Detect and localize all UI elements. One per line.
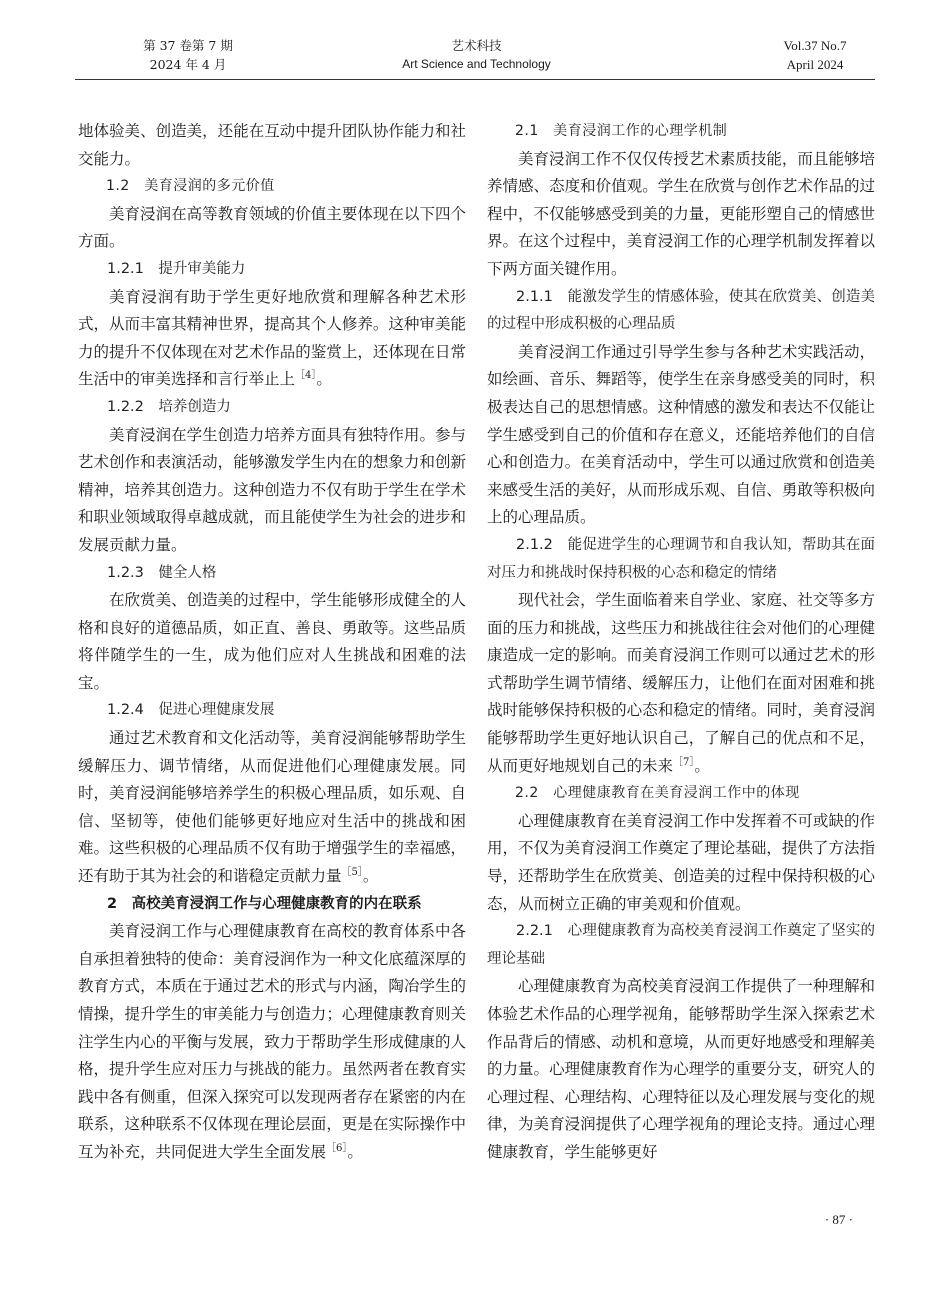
page-header	[78, 36, 875, 78]
section-heading-1-2-1: 1.2.1 提升审美能力	[107, 260, 246, 277]
paragraph: 美育浸润工作通过引导学生参与各种艺术实践活动，如绘画、音乐、舞蹈等，使学生在亲身感受美的同时，积极表达自己的思想情感。这种情感的激发和表达不仅能让学生感受到自己的价值和存在意义，还能培养他们的自信心和创造力。在美育活动中，学生可以通过欣赏和创造美来感受生活的美好，从而形成乐观、自信、勇敢等积极向上的心理品质。	[487, 342, 875, 527]
journal-name-cn: 艺术科技	[451, 38, 502, 53]
citation-ref: ［6］	[326, 1142, 348, 1154]
section-heading-1-2-2: 1.2.2 培养创造力	[107, 398, 231, 415]
section-heading-2-1-2: 2.1.2 能促进学生的心理调节和自我认知，帮助其在面对压力和挑战时保持积极的心态和稳定的情绪	[487, 536, 875, 581]
paragraph: 美育浸润在学生创造力培养方面具有独特作用。参与艺术创作和表演活动，能够激发学生内在的想象力和创新精神，培养其创造力。这种创造力不仅有助于学生在学术和职业领域取得卓越成就，而且能使学生为社会的进步和发展贡献力量。	[78, 425, 466, 554]
section-heading-1-2-4: 1.2.4 促进心理健康发展	[107, 702, 275, 719]
header-date-en: April 2024	[786, 57, 844, 72]
paragraph: 地体验美、创造美，还能在互动中提升团队协作能力和社交能力。	[78, 122, 466, 168]
paragraph: 通过艺术教育和文化活动等，美育浸润能够帮助学生缓解压力、调节情绪，从而促进他们心理健康发展。同时，美育浸润能够培养学生的积极心理品质，如乐观、自信、坚韧等，使他们能够更好地应对生活中的挑战和困难。这些积极的心理品质不仅有助于增强学生的幸福感，还有助于其为社会的和谐稳定贡献力量$^{[5]}$。	[78, 729, 466, 886]
section-heading-2-1-1: 2.1.1 能激发学生的情感体验，使其在欣赏美、创造美的过程中形成积极的心理品质	[487, 288, 875, 333]
header-volume-info-en	[755, 36, 875, 74]
paragraph: 现代社会，学生面临着来自学业、家庭、社交等多方面的压力和挑战，这些压力和挑战往往会对他们的心理健康造成一定的影响。而美育浸润工作则可以通过艺术的形式帮助学生调节情绪、缓解压力，让他们在面对困难和挑战时能够保持积极的心态和稳定的情绪。同时，美育浸润能够帮助学生更好地认识自己，了解自己的优点和不足，从而更好地规划自己的未来$^{[7]}$。	[487, 591, 875, 775]
paragraph: 心理健康教育为高校美育浸润工作提供了一种理解和体验艺术作品的心理学视角，能够帮助学生深入探索艺术作品背后的情感、动机和意境，从而更好地感受和理解美的力量。心理健康教育作为心理学的重要分支，研究人的心理过程、心理结构、心理特征以及心理发展与变化的规律，为美育浸润提供了心理学视角的理论支持。通过心理健康教育，学生能够更好	[487, 977, 875, 1161]
section-heading-1-2-3: 1.2.3 健全人格	[107, 564, 217, 581]
header-date-cn: 2024 年 4 月	[149, 57, 227, 72]
paragraph: 美育浸润工作与心理健康教育在高校的教育体系中各自承担着独特的使命：美育浸润作为一种文化底蕴深厚的教育方式，本质在于通过艺术的形式与内涵，陶冶学生的情操，提升学生的审美能力与创造力；心理健康教育则关注学生内心的平衡与发展，致力于帮助学生形成健康的人格，提升学生应对压力与挑战的能力。虽然两者在教育实践中各有侧重，但深入探究可以发现两者存在紧密的内在联系，这种联系不仅体现在理论层面，更是在实际操作中互为补充，共同促进大学生全面发展$^{[6]}$。	[78, 922, 466, 1161]
section-heading-2: 2 高校美育浸润工作与心理健康教育的内在联系	[107, 895, 422, 912]
paragraph: 在欣赏美、创造美的过程中，学生能够形成健全的人格和良好的道德品质，如正直、善良、勇敢等。这些品质将伴随学生的一生，成为他们应对人生挑战和困难的法宝。	[78, 591, 466, 692]
paragraph: 美育浸润在高等教育领域的价值主要体现在以下四个方面。	[78, 204, 466, 251]
header-rule	[75, 79, 875, 80]
paragraph: 美育浸润工作不仅仅传授艺术素质技能，而且能够培养情感、态度和价值观。学生在欣赏与创作艺术作品的过程中，不仅能够感受到美的力量，更能形塑自己的情感世界。在这个过程中，美育浸润工作的心理学机制发挥着以下两方面关键作用。	[487, 149, 875, 278]
paragraph: 美育浸润有助于学生更好地欣赏和理解各种艺术形式，从而丰富其精神世界，提高其个人修养。这种审美能力的提升不仅体现在对艺术作品的鉴赏上，还体现在日常生活中的审美选择和言行举止上$^{[4]}$。	[78, 287, 466, 389]
journal-name-en: Art Science and Technology	[402, 57, 551, 71]
section-heading-1-2: 1.2 美育浸润的多元价值	[106, 178, 275, 195]
section-heading-2-2: 2.2 心理健康教育在美育浸润工作中的体现	[515, 785, 800, 802]
citation-ref: ［5］	[341, 866, 363, 878]
header-volume-issue: 第 37 卷第 7 期	[143, 38, 233, 53]
citation-ref: ［4］	[295, 370, 317, 382]
right-column	[487, 118, 875, 1167]
paragraph: 心理健康教育在美育浸润工作中发挥着不可或缺的作用，不仅为美育浸润工作奠定了理论基础，提供了方法指导，还帮助学生在欣赏美、创造美的过程中保持积极的心态，从而树立正确的审美观和价值观。	[487, 811, 875, 913]
left-column	[78, 118, 466, 1167]
page-number: · 87 ·	[824, 1212, 853, 1227]
section-heading-2-1: 2.1 美育浸润工作的心理学机制	[515, 123, 728, 139]
header-volume-en: Vol.37 No.7	[783, 38, 847, 53]
section-heading-2-2-1: 2.2.1 心理健康教育为高校美育浸润工作奠定了坚实的理论基础	[487, 923, 875, 967]
citation-ref: ［7］	[673, 756, 695, 768]
